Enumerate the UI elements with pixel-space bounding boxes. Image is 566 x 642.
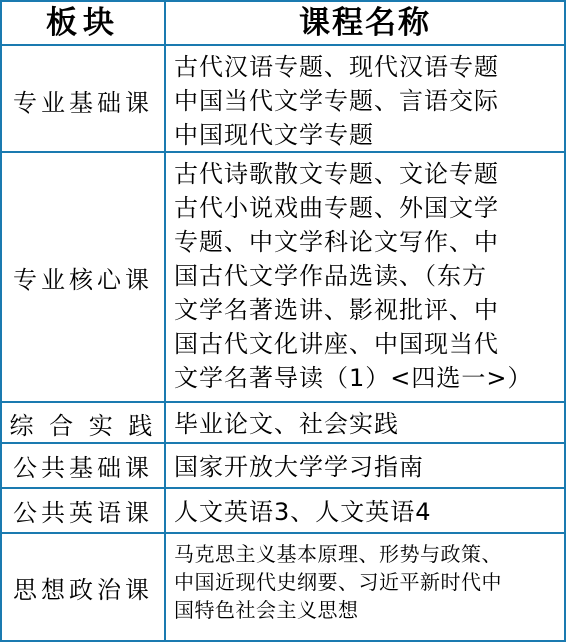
course-line: 马克思主义基本原理、形势与政策、 [174,542,502,566]
course-line: 专题、中文学科论文写作、中 [174,228,499,256]
course-line: 文学名著导读（1）<四选一>） [174,364,533,392]
header-course-name: 课程名称 [299,4,431,41]
course-line: 古代小说戏曲专题、外国文学 [174,194,499,222]
table-row [2,153,564,403]
course-line: 国古代文化讲座、中国现当代 [174,330,499,358]
courses-cell [166,153,564,401]
course-line: 国家开放大学学习指南 [174,452,424,481]
table-row [2,46,564,153]
course-line: 中国当代文学专题、言语交际 [174,87,499,115]
courses-cell [166,444,564,487]
course-line: 中国现代文学专题 [174,121,374,149]
table-row [2,489,564,534]
table-row [2,444,564,489]
courses-cell [166,534,564,640]
table-row [2,403,564,444]
course-line: 毕业论文、社会实践 [174,410,399,438]
module-cell: 专业基础课 [2,46,166,154]
module-cell: 综 合 实 践 [2,403,166,443]
course-line: 国古代文学作品选读、（东方 [174,262,487,290]
module-cell: 专业核心课 [2,153,166,401]
courses-cell [166,403,564,443]
course-line: 古代诗歌散文专题、文论专题 [174,160,499,188]
module-cell: 公共英语课 [2,489,166,532]
table-header-row [2,2,564,46]
course-line: 人文英语3、人文英语4 [174,497,432,526]
course-line: 中国近现代史纲要、习近平新时代中 [174,570,502,594]
course-line: 文学名著选讲、影视批评、中 [174,296,499,324]
header-module: 板块 [2,2,166,44]
course-line: 国特色社会主义思想 [174,598,359,622]
module-cell: 思想政治课 [2,534,166,640]
course-line: 古代汉语专题、现代汉语专题 [174,53,499,81]
courses-cell [166,46,564,154]
module-cell: 公共基础课 [2,444,166,487]
table-row [2,534,564,640]
courses-cell [166,489,564,532]
